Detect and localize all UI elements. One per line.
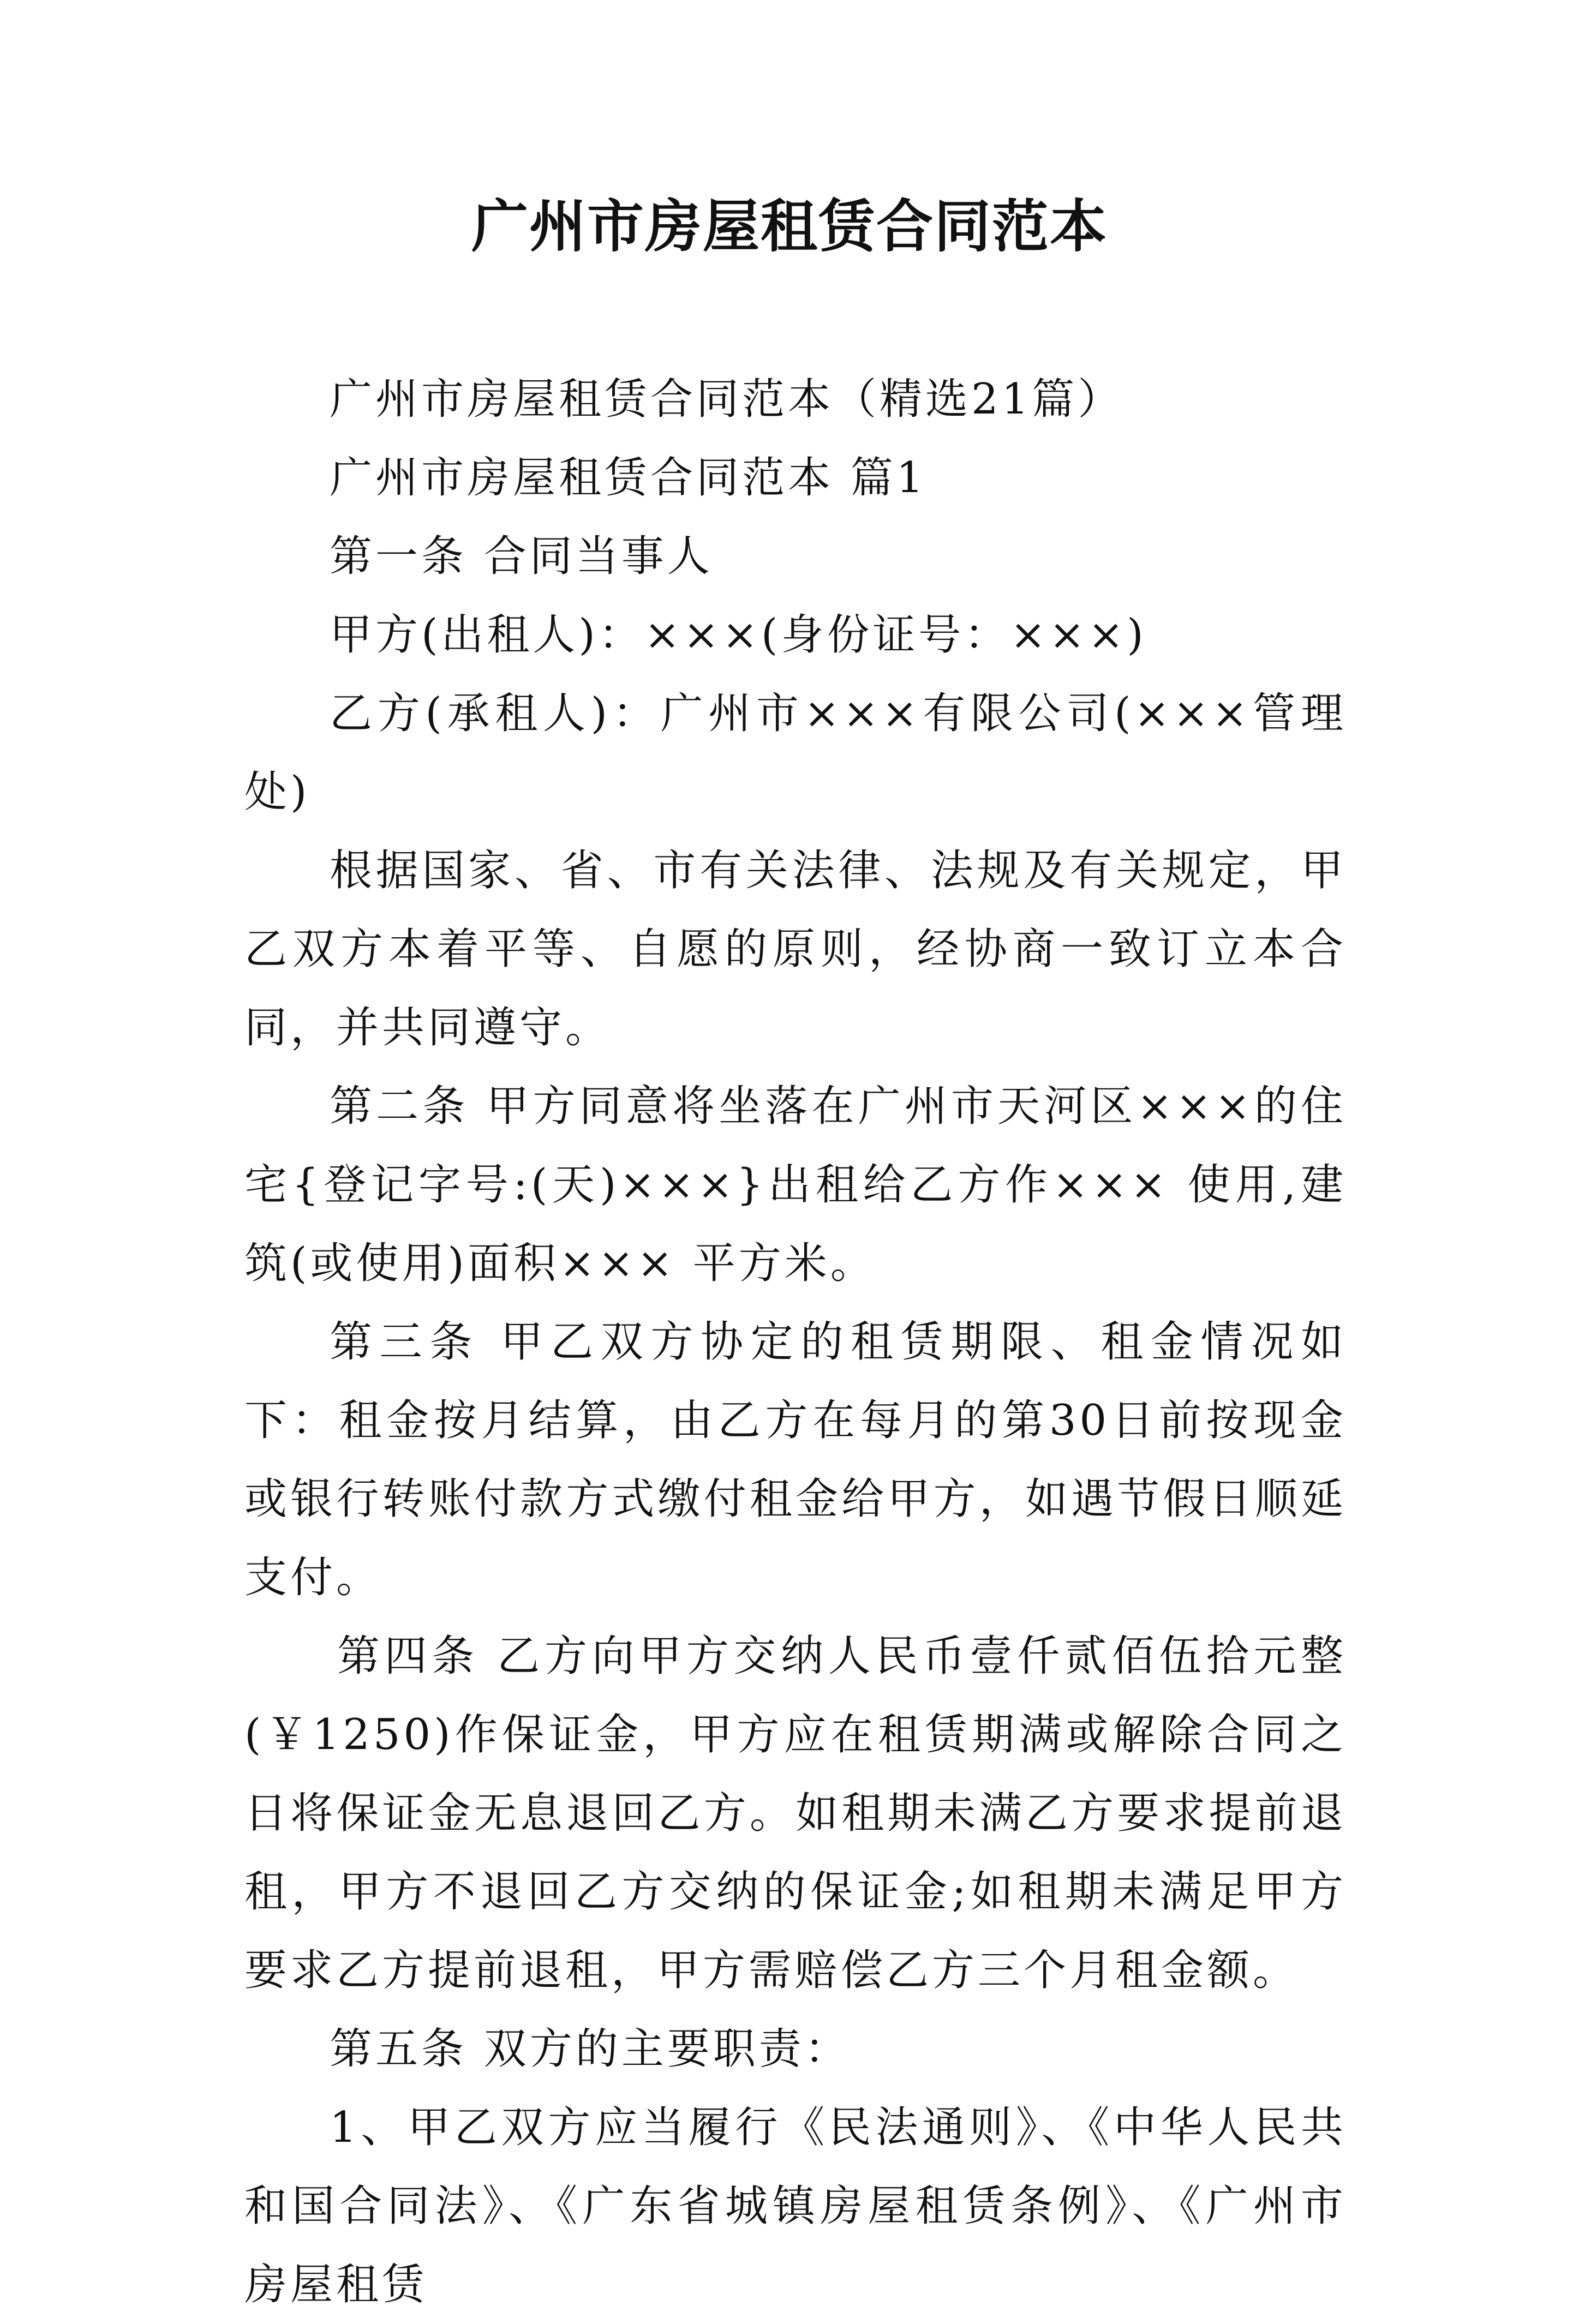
paragraph-party-a: 甲方(出租人)：×××(身份证号：×××): [330, 610, 1147, 660]
paragraph-article-2: 第二条 甲方同意将坐落在广州市天河区×××的住宅{登记字号:(天)×××}出租给乙方作××× 使用,建筑(或使用)面积××× 平方米。: [244, 1082, 1347, 1288]
paragraph-subtitle: 广州市房屋租赁合同范本（精选21篇）: [330, 375, 1124, 424]
paragraph-section-heading: 广州市房屋租赁合同范本 篇1: [330, 453, 927, 502]
document-title: 广州市房屋租赁合同范本: [471, 193, 1108, 260]
paragraph-party-b: 乙方(承租人)：广州市×××有限公司(×××管理处): [244, 689, 1347, 817]
paragraph-article-3: 第三条 甲乙双方协定的租赁期限、租金情况如下：租金按月结算，由乙方在每月的第30日前按现金或银行转账付款方式缴付租金给甲方，如遇节假日顺延支付。: [244, 1317, 1347, 1602]
paragraph-clause-1: 1、甲乙双方应当履行《民法通则》、《中华人民共和国合同法》、《广东省城镇房屋租赁条例》、《广州市房屋租赁: [244, 2103, 1347, 2309]
document-body: [244, 360, 1347, 2324]
paragraph-article-5: 第五条 双方的主要职责：: [330, 2024, 851, 2074]
paragraph-preamble: 根据国家、省、市有关法律、法规及有关规定，甲乙双方本着平等、自愿的原则，经协商一致订立本合同，并共同遵守。: [244, 846, 1347, 1052]
paragraph-article-1: 第一条 合同当事人: [330, 532, 713, 581]
paragraph-article-4: 第四条 乙方向甲方交纳人民币壹仟贰佰伍拾元整(￥1250)作保证金，甲方应在租赁期满或解除合同之日将保证金无息退回乙方。如租期未满乙方要求提前退租，甲方不退回乙方交纳的保证金;如租期未满足甲方要求乙方提前退租，甲方需赔偿乙方三个月租金额。: [244, 1632, 1347, 1995]
